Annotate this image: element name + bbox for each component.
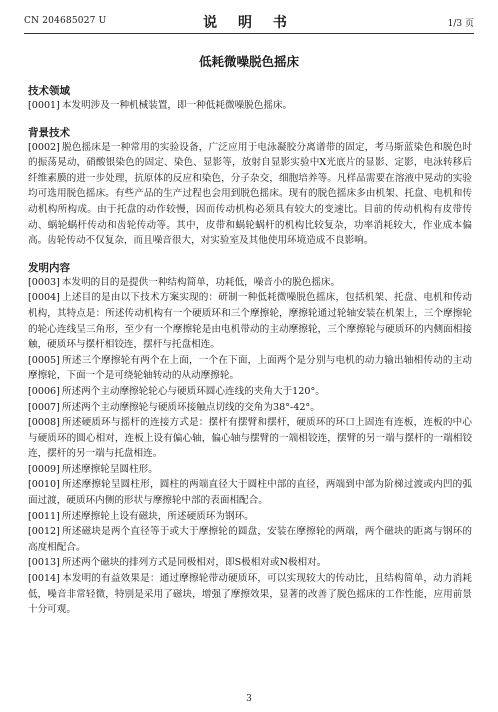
paragraph-0001: [28, 98, 472, 114]
paragraph-0006: [28, 384, 472, 400]
paragraph-0013: [28, 555, 472, 571]
paragraph-text: 所述磁块是两个直径等于或大于摩擦轮的圆盘，安装在摩擦轮的两端，两个磁块的距离与钢环的高度相配合。: [28, 526, 472, 553]
paragraph-number: [0003]: [28, 276, 60, 288]
paragraph-text: 所述摩擦轮呈圆柱形。: [61, 463, 158, 475]
paragraph-number: [0008]: [28, 417, 60, 429]
paragraph-text: 本发明涉及一种机械装置，即一种低耗微噪脱色摇床。: [61, 100, 293, 111]
section-background: [28, 126, 472, 249]
paragraph-0008: [28, 415, 472, 462]
paragraph-number: [0013]: [28, 557, 60, 569]
paragraph-0009: [28, 462, 472, 478]
page-indicator: 1/3 页: [447, 19, 474, 29]
section-technical-field: [28, 84, 472, 114]
paragraph-number: [0014]: [28, 573, 60, 585]
document-body: [28, 84, 472, 618]
document-title: 低耗微噪脱色摇床: [198, 54, 299, 69]
paragraph-0002: [28, 140, 472, 249]
paragraph-number: [0011]: [28, 510, 60, 522]
paragraph-0012: [28, 524, 472, 555]
section-heading: 背景技术: [28, 126, 70, 139]
page-header: [24, 12, 474, 32]
paragraph-text: 所述摩擦轮上设有磁块，所述硬质环为钢环。: [61, 510, 254, 522]
paragraph-0005: [28, 353, 472, 384]
paragraph-number: [0007]: [28, 401, 60, 413]
paragraph-0007: [28, 400, 472, 416]
paragraph-text: 本发明的有益效果是：通过摩擦轮带动硬质环，可以实现较大的传动比，且结构简单，动力消耗低，噪音非常轻微，特别是采用了磁块，增强了摩擦效果，显著的改善了脱色摇床的工作性能，应用前景十分可观。: [28, 573, 472, 616]
doc-number: CN 204685027 U: [24, 16, 107, 26]
paragraph-number: [0006]: [28, 385, 60, 397]
section-heading: 技术领域: [28, 85, 70, 97]
paragraph-number: [0001]: [28, 100, 60, 111]
paragraph-number: [0004]: [28, 292, 60, 304]
paragraph-0014: [28, 571, 472, 618]
header-divider: [24, 33, 474, 34]
paragraph-0004: [28, 290, 472, 352]
paragraph-0010: [28, 477, 472, 508]
paragraph-text: 所述两个磁块的排列方式是同极相对，即S极相对或N极相对。: [61, 557, 327, 569]
paragraph-number: [0005]: [28, 354, 60, 366]
paragraph-text: 所述摩擦轮呈圆柱形，圆柱的两端直径大于圆柱中部的直径，两端到中部为阶梯过渡或内凹的弧面过渡，硬质环内侧的形状与摩擦轮中部的表面相配合。: [28, 479, 472, 507]
section-heading: 发明内容: [28, 261, 70, 274]
paragraph-text: 所述硬质环与摇杆的连接方式是：摆杆有摆臂和摆杆，硬质环的环口上固连有连板，连板的中心与硬质环的圆心相对，连板上设有偏心轴，偏心轴与摆臂的一端相铰连，摆臂的另一端与摆杆的一端相铰连，摆杆的另一端与托盘相连。: [28, 417, 472, 460]
paragraph-text: 所述三个摩擦轮有两个在上面，一个在下面，上面两个是分别与电机的动力输出轴相传动的主动摩擦轮，下面一个是可绕轮轴转动的从动摩擦轮。: [28, 354, 472, 382]
page-number: 3: [246, 694, 252, 704]
paragraph-number: [0002]: [28, 141, 60, 153]
paragraph-number: [0012]: [28, 526, 60, 538]
paragraph-text: 所述两个主动摩擦轮与硬质环接触点切线的交角为38°-42°。: [61, 401, 320, 413]
doc-type: 说 明 书: [203, 15, 295, 31]
section-summary: [28, 261, 472, 618]
paragraph-text: 所述两个主动摩擦轮轮心与硬质环圆心连线的夹角大于120°。: [61, 385, 325, 397]
paragraph-0003: [28, 275, 472, 291]
paragraph-text: 本发明的目的是提供一种结构简单，功耗低，噪音小的脱色摇床。: [61, 276, 341, 288]
paragraph-0011: [28, 509, 472, 525]
paragraph-text: 脱色摇床是一种常用的实验设备，广泛应用于电泳凝胶分离谱带的固定，考马斯蓝染色和脱色时的振荡晃动，硝酸银染色的固定、染色、显影等，放射自显影实验中X光底片的显影、定影，电泳转移后纤维素膜的进一步处理，抗原体的反应和染色，分子杂交，细胞培养等。凡样品需要在溶液中晃动的实验均可选用脱色摇床。有些产品的生产过程也会用到脱色摇床。现有的脱色摇床多由机架、托盘、电机和传动机构所构成。由于托盘的动作较慢，因而传动机构必须具有较大的变速比。目前的传动机构有皮带传动、蜗轮蜗杆传动和齿轮传动等。其中，皮带和蜗轮蜗杆的机构比较复杂，功率消耗较大，作业成本偏高。齿轮传动不仅复杂，而且噪音很大，对实验室及其他使用环境造成不良影响。: [28, 141, 472, 247]
paragraph-number: [0009]: [28, 463, 60, 475]
paragraph-text: 上述目的是由以下技术方案实现的：研制一种低耗微噪脱色摇床，包括机架、托盘、电机和传动机构，其特点是：所述传动机构有一个硬质环和三个摩擦轮，摩擦轮通过轮轴安装在机架上，三个摩擦轮的轮心连线呈三角形，至少有一个摩擦轮是由电机带动的主动摩擦轮，三个摩擦轮与硬质环的内侧面相接触，硬质环与摆杆相铰连，摆杆与托盘相连。: [28, 292, 472, 351]
paragraph-number: [0010]: [28, 479, 60, 491]
